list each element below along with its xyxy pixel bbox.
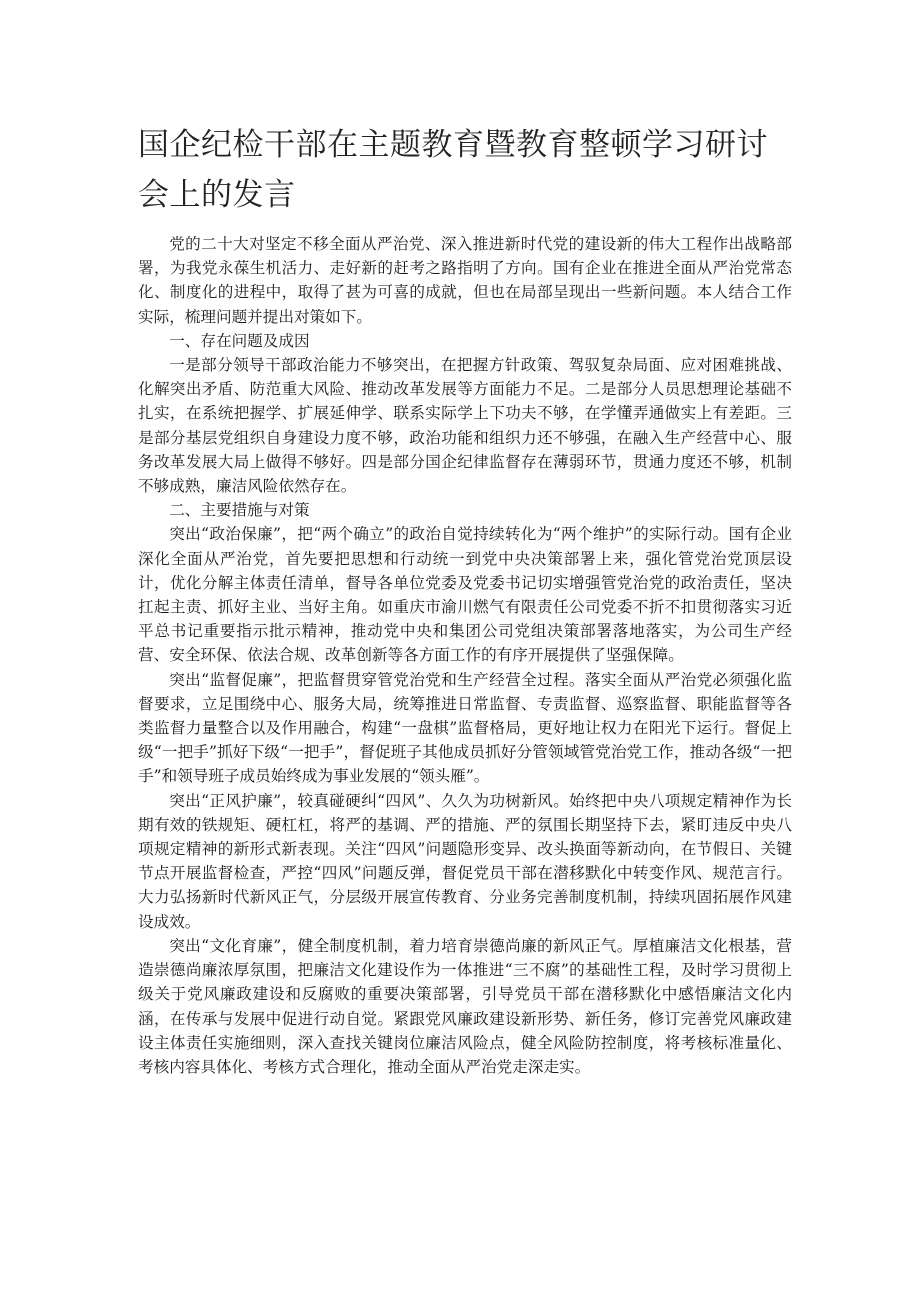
paragraph-political: 突出“政治保廉”，把“两个确立”的政治自觉持续转化为“两个维护”的实际行动。国有企业深化全面从严治党，首先要把思想和行动统一到党中央决策部署上来，强化管党治党顶层设计，优化分解主体责任清单，督导各单位党委及党委书记切实增强管党治党的政治责任，坚决扛起主责、抓好主业、当好主角。如重庆市渝川燃气有限责任公司党委不折不扣贯彻落实习近平总书记重要指示批示精神，推动党中央和集团公司党组决策部署落地落实，为公司生产经营、安全环保、依法合规、改革创新等各方面工作的有序开展提供了坚强保障。 [138, 525, 792, 665]
document-body [138, 232, 792, 1079]
paragraph-style: 突出“正风护廉”，较真碰硬纠“四风”、久久为功树新风。始终把中央八项规定精神作为长期有效的铁规矩、硬杠杠，将严的基调、严的措施、严的氛围长期坚持下去，紧盯违反中央八项规定精神的新形式新表现。关注“四风”问题隐形变异、改头换面等新动向，在节假日、关键节点开展监督检查，严控“四风”问题反弹，督促党员干部在潜移默化中转变作风、规范言行。大力弘扬新时代新风正气，分层级开展宣传教育、分业务完善制度机制，持续巩固拓展作风建设成效。 [138, 791, 792, 931]
section-heading-measures: 二、主要措施与对策 [169, 501, 310, 520]
paragraph-intro: 党的二十大对坚定不移全面从严治党、深入推进新时代党的建设新的伟大工程作出战略部署，为我党永葆生机活力、走好新的赶考之路指明了方向。国有企业在推进全面从严治党常态化、制度化的进程中，取得了甚为可喜的成就，但也在局部呈现出一些新问题。本人结合工作实际，梳理问题并提出对策如下。 [138, 235, 792, 326]
section-heading-problems: 一、存在问题及成因 [169, 331, 310, 350]
paragraph-supervision: 突出“监督促廉”，把监督贯穿管党治党和生产经营全过程。落实全面从严治党必须强化监督要求，立足围绕中心、服务大局，统筹推进日常监督、专责监督、巡察监督、职能监督等各类监督力量整合以及作用融合，构建“一盘棋”监督格局，更好地让权力在阳光下运行。督促上级“一把手”抓好下级“一把手”，督促班子其他成员抓好分管领域管党治党工作，推动各级“一把手”和领导班子成员始终成为事业发展的“领头雁”。 [138, 670, 792, 786]
paragraph-problems: 一是部分领导干部政治能力不够突出，在把握方针政策、驾驭复杂局面、应对困难挑战、化解突出矛盾、防范重大风险、推动改革发展等方面能力不足。二是部分人员思想理论基础不扎实，在系统把握学、扩展延伸学、联系实际学上下功夫不够，在学懂弄通做实上有差距。三是部分基层党组织自身建设力度不够，政治功能和组织力还不够强，在融入生产经营中心、服务改革发展大局上做得不够好。四是部分国企纪律监督存在薄弱环节，贯通力度还不够，机制不够成熟，廉洁风险依然存在。 [138, 356, 792, 496]
document-title: 国企纪检干部在主题教育暨教育整顿学习研讨会上的发言 [138, 127, 768, 213]
paragraph-culture: 突出“文化育廉”，健全制度机制，着力培育崇德尚廉的新风正气。厚植廉洁文化根基，营造崇德尚廉浓厚氛围，把廉洁文化建设作为一体推进“三不腐”的基础性工程，及时学习贯彻上级关于党风廉政建设和反腐败的重要决策部署，引导党员干部在潜移默化中感悟廉洁文化内涵，在传承与发展中促进行动自觉。紧跟党风廉政建设新形势、新任务，修订完善党风廉政建设主体责任实施细则，深入查找关键岗位廉洁风险点，健全风险防控制度，将考核标准量化、考核内容具体化、考核方式合理化，推动全面从严治党走深走实。 [138, 936, 792, 1076]
